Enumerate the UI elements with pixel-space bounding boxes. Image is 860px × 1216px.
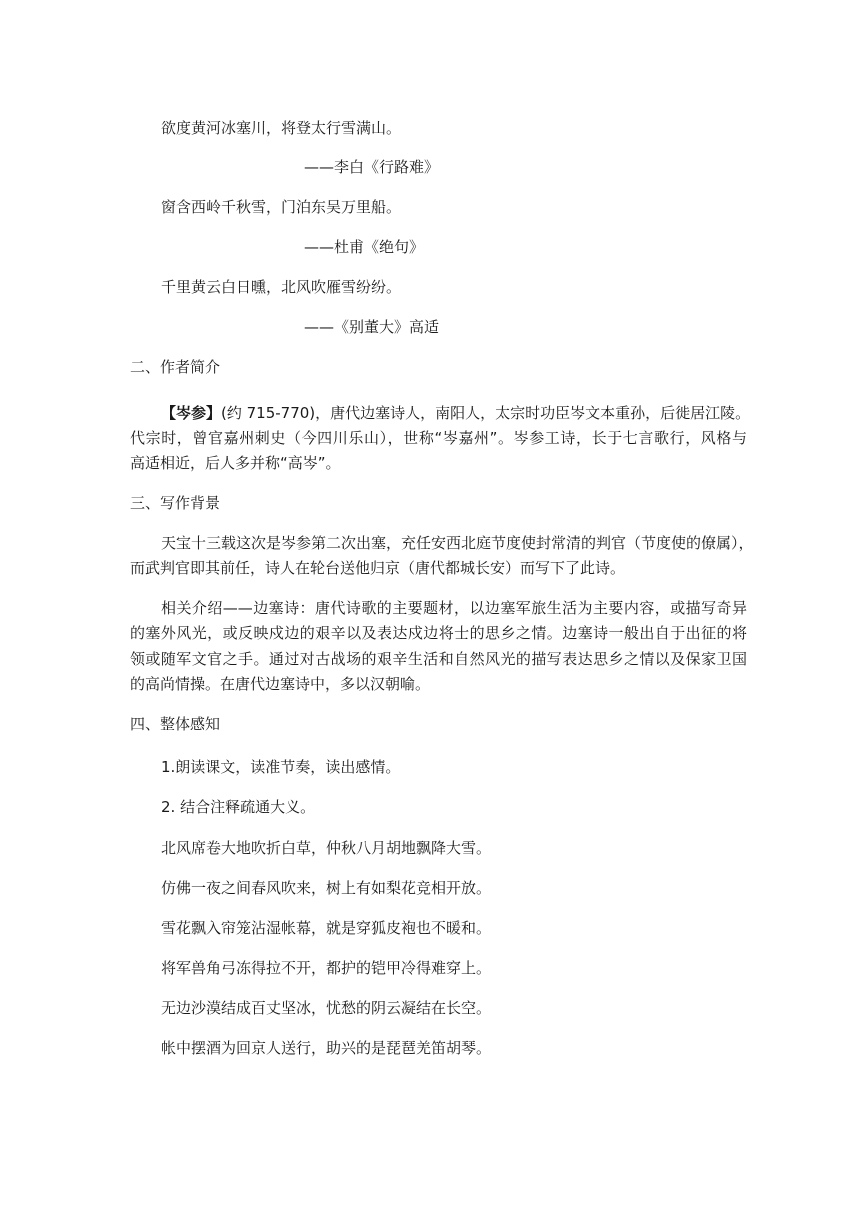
background-line: 天宝十三载这次是岑参第二次出塞，充任安西北庭节度使封常清的判官（节度使的僚属）， <box>161 534 754 552</box>
translation-line: 帐中摆酒为回京人送行，助兴的是琵琶羌笛胡琴。 <box>161 1039 492 1057</box>
author-intro-line: 代宗时，曾官嘉州刺史（今四川乐山），世称“岑嘉州”。岑参工诗，长于七言歌行，风格与 <box>130 429 747 447</box>
translation-line: 无边沙漠结成百丈坚冰，忧愁的阴云凝结在长空。 <box>161 999 492 1017</box>
verse-attribution: ——杜甫《绝句》 <box>304 238 425 256</box>
section-heading: 三、写作背景 <box>130 494 221 512</box>
frontier-poetry-line: 的高尚情操。在唐代边塞诗中，多以汉朝喻。 <box>130 675 431 693</box>
frontier-poetry-line: 领或随军文官之手。通过对古战场的艰辛生活和自然风光的描写表达思乡之情以及保家卫国 <box>130 650 747 668</box>
verse-line: 欲度黄河冰塞川，将登太行雪满山。 <box>161 119 402 137</box>
author-intro-text: (约 715-770)，唐代边塞诗人，南阳人，太宗时功臣岑文本重孙，后徙居江陵。 <box>221 404 751 422</box>
author-intro-line <box>161 403 750 423</box>
section-heading: 四、整体感知 <box>130 715 221 733</box>
frontier-poetry-line: 相关介绍——边塞诗：唐代诗歌的主要题材，以边塞军旅生活为主要内容，或描写奇异 <box>161 599 747 617</box>
translation-line: 将军兽角弓冻得拉不开，都护的铠甲冷得难穿上。 <box>161 959 492 977</box>
author-intro-line: 高适相近，后人多并称“高岑”。 <box>130 454 341 472</box>
translation-line: 雪花飘入帘笼沾湿帐幕，就是穿狐皮袍也不暖和。 <box>161 919 492 937</box>
author-name: 【岑参】 <box>161 404 222 422</box>
background-line: 而武判官即其前任，诗人在轮台送他归京（唐代都城长安）而写下了此诗。 <box>130 559 626 577</box>
verse-line: 千里黄云白日曛，北风吹雁雪纷纷。 <box>161 278 402 296</box>
verse-attribution: ——李白《行路难》 <box>304 158 440 176</box>
frontier-poetry-line: 的塞外风光，或反映戍边的艰辛以及表达戍边将士的思乡之情。边塞诗一般出自于出征的将 <box>130 624 747 642</box>
list-item: 2. 结合注释疏通大义。 <box>161 798 316 816</box>
translation-line: 北风席卷大地吹折白草，仲秋八月胡地飘降大雪。 <box>161 839 492 857</box>
list-item: 1.朗读课文，读准节奏，读出感情。 <box>161 758 401 776</box>
verse-attribution: ——《别董大》高适 <box>304 318 440 336</box>
section-heading: 二、作者简介 <box>130 358 221 376</box>
verse-line: 窗含西岭千秋雪，门泊东吴万里船。 <box>161 198 402 216</box>
translation-line: 仿佛一夜之间春风吹来，树上有如梨花竞相开放。 <box>161 879 492 897</box>
